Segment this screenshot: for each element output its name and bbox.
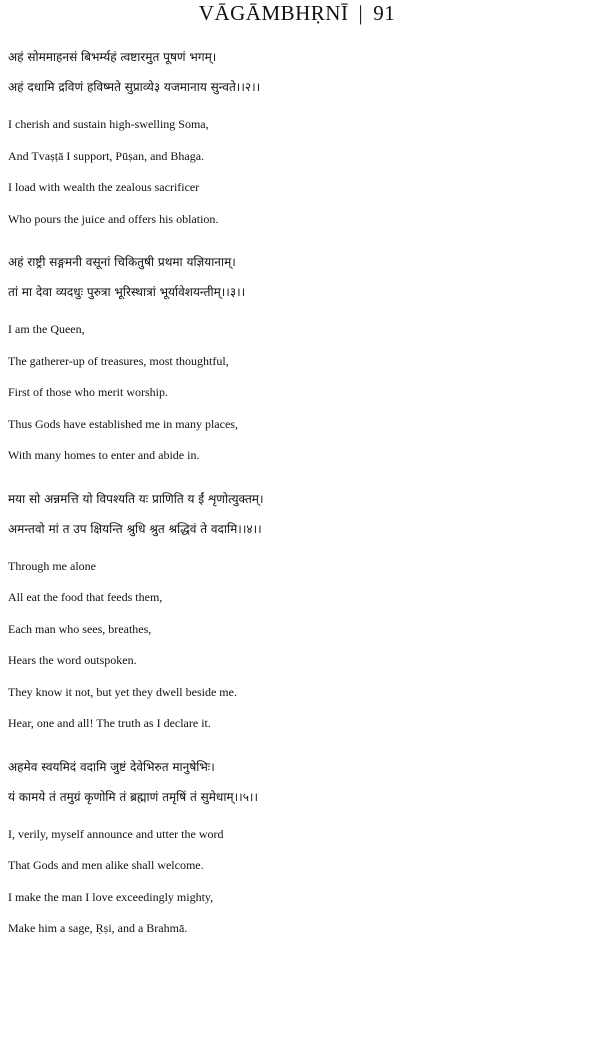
verse-line: मया सो अन्नमत्ति यो विपश्यति यः प्राणिति य ईं शृणोत्युक्तम्। [8, 491, 264, 506]
translation-line: Through me alone [8, 558, 96, 573]
sanskrit-verse [8, 752, 586, 812]
translation-line: The gatherer-up of treasures, most thoughtful, [8, 353, 229, 368]
verse-line: अहं राष्ट्री सङ्गमनी वसूनां चिकितुषी प्रथमा यज्ञियानाम्। [8, 255, 236, 269]
translation-line: I cherish and sustain high-swelling Soma, [8, 117, 209, 131]
english-translation [8, 109, 586, 235]
verse-line: अहं दधामि द्रविणं हविष्मते सुप्राव्ये३ यजमानाय सुन्वते।।२।। [8, 80, 261, 94]
translation-line: Hear, one and all! The truth as I declare it. [8, 716, 211, 730]
running-head [8, 0, 586, 30]
stanza [8, 247, 586, 472]
translation-line: That Gods and men alike shall welcome. [8, 858, 204, 872]
translation-line: I am the Queen, [8, 322, 85, 336]
sanskrit-verse [8, 484, 586, 544]
translation-line: And Tvaṣṭā I support, Pūṣan, and Bhaga. [8, 148, 205, 163]
running-head-separator: | [358, 1, 364, 25]
english-translation [8, 551, 586, 740]
translation-line: Make him a sage, Ṛṣi, and a Brahmā. [8, 921, 188, 935]
sanskrit-verse [8, 247, 586, 307]
translation-line: Hears the word outspoken. [8, 653, 137, 667]
verse-line: अहमेव स्वयमिदं वदामि जुष्टं देवेभिरुत मानुषेभिः। [8, 759, 215, 774]
page-number: 91 [373, 1, 396, 25]
verse-line: यं कामये तं तमुग्रं कृणोमि तं ब्रह्माणं तमृषिं तं सुमेधाम्।।५।। [8, 789, 259, 804]
verse-line: तां मा देवा व्यदधुः पुरुत्रा भूरिस्थात्रां भूर्यावेशयन्तीम्।।३।। [8, 285, 246, 299]
sanskrit-verse [8, 42, 586, 102]
translation-line: I load with wealth the zealous sacrificer [8, 180, 200, 194]
verse-line: अहं सोममाहनसं बिभर्म्यहं त्वष्टारमुत पूषणं भगम्। [8, 50, 217, 64]
translation-line: Each man who sees, breathes, [8, 621, 152, 636]
translation-line: With many homes to enter and abide in. [8, 448, 200, 462]
verse-line: अमन्तवो मां त उप क्षियन्ति श्रुधि श्रुत श्रद्धिवं ते वदामि।।४।। [8, 521, 262, 536]
english-translation [8, 314, 586, 472]
translation-line: I make the man I love exceedingly mighty, [8, 889, 214, 904]
translation-line: All eat the food that feeds them, [8, 590, 163, 604]
translation-line: First of those who merit worship. [8, 385, 168, 399]
translation-line: Who pours the juice and offers his oblation. [8, 211, 219, 226]
translation-line: I, verily, myself announce and utter the word [8, 826, 224, 841]
stanza [8, 42, 586, 235]
translation-line: They know it not, but yet they dwell beside me. [8, 684, 237, 699]
running-head-title: VĀGĀMBHṚNĪ [198, 1, 349, 25]
stanza [8, 484, 586, 740]
english-translation [8, 819, 586, 945]
stanza [8, 752, 586, 945]
translation-line: Thus Gods have established me in many places, [8, 416, 238, 431]
